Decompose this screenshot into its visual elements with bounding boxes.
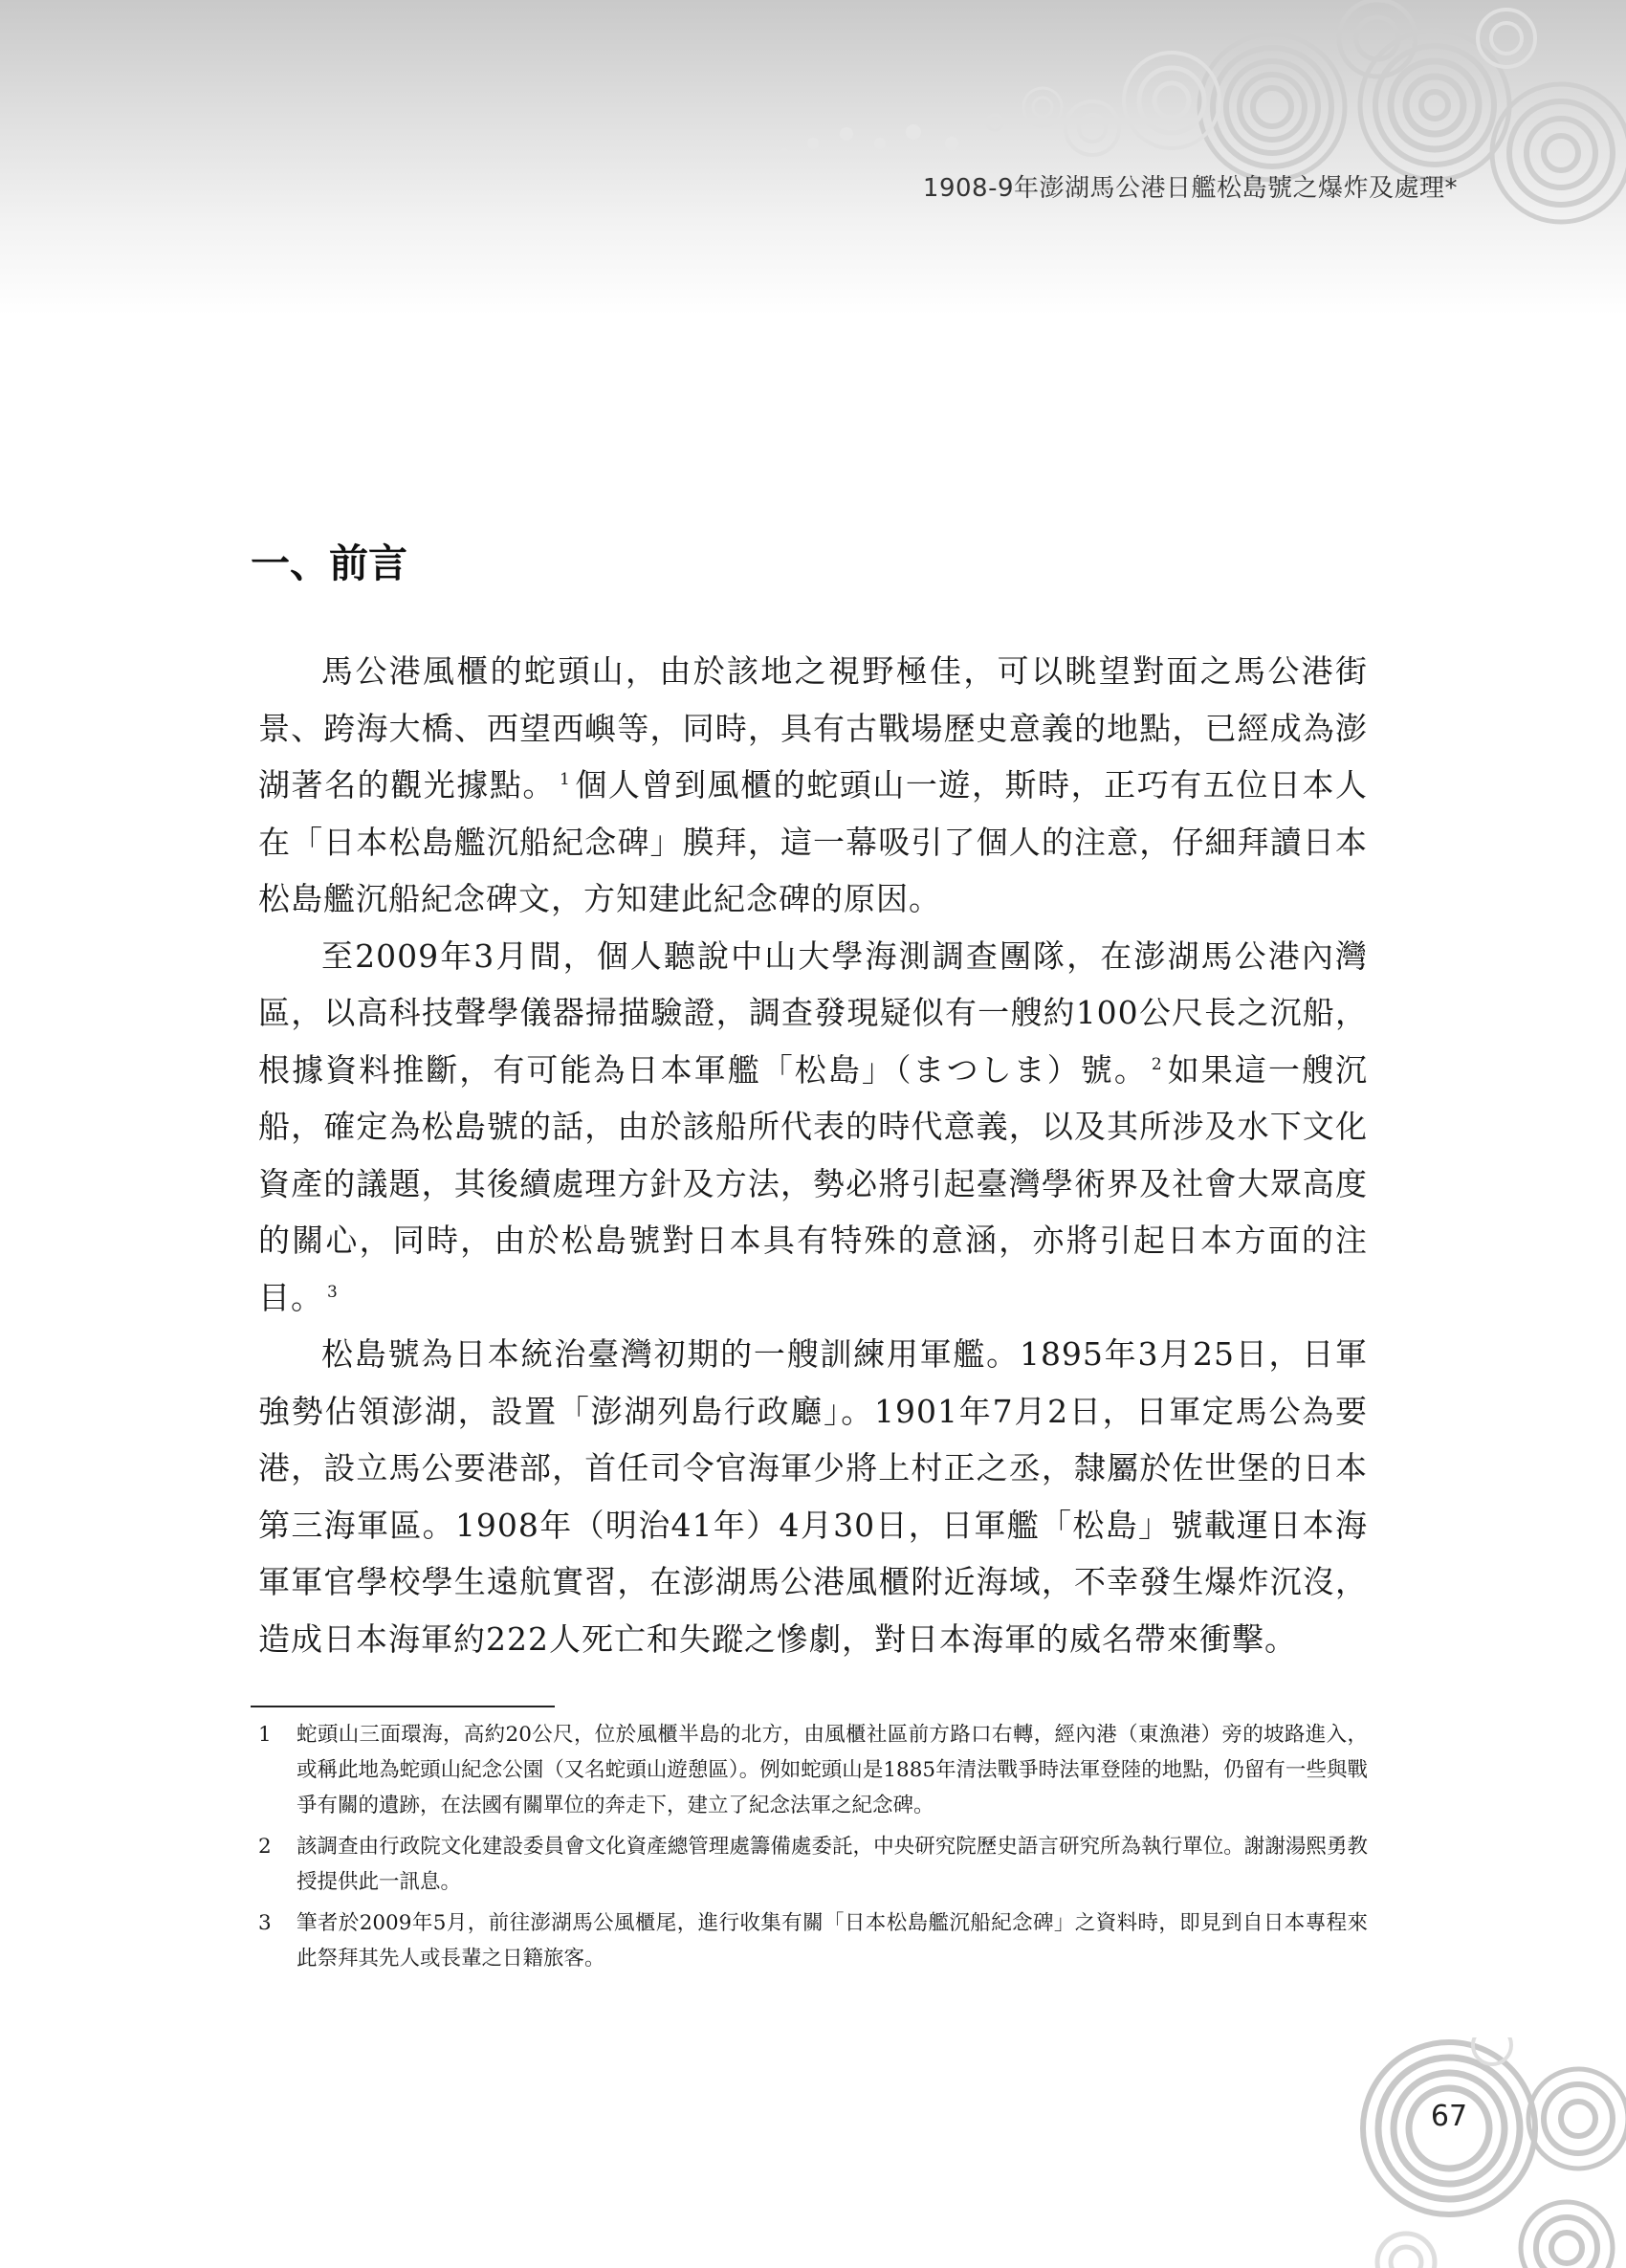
footnotes [258, 1717, 1368, 1982]
paragraph-text: 如果這一艘沉船，確定為松島號的話，由於該船所代表的時代意義，以及其所涉及水下文化資產的議題，其後續處理方針及方法，勢必將引起臺灣學術界及社會大眾高度的關心，同時，由於松島號對日本具有特殊的意涵，亦將引起日本方面的注目。 [258, 1050, 1369, 1316]
footnote-number: 1 [258, 1723, 272, 1747]
footnote-text: 蛇頭山三面環海，高約20公尺，位於風櫃半島的北方，由風櫃社區前方路口右轉，經內港（東漁港）旁的坡路進入，或稱此地為蛇頭山紀念公園（又名蛇頭山遊憩區）。例如蛇頭山是1885年清法戰爭時法軍登陸的地點，仍留有一些與戰爭有關的遺跡，在法國有關單位的奔走下，建立了紀念法軍之紀念碑。 [297, 1723, 1368, 1817]
footnote-item [258, 1829, 1368, 1900]
footnote-item [258, 1717, 1368, 1823]
footnote-rule [251, 1706, 555, 1707]
footnote-number: 2 [258, 1835, 272, 1859]
footnote-text: 該調查由行政院文化建設委員會文化資產總管理處籌備處委託，中央研究院歷史語言研究所為執行單位。謝謝湯熙勇教授提供此一訊息。 [297, 1835, 1368, 1894]
section-heading: 一、前言 [251, 540, 407, 586]
footnote-item [258, 1905, 1368, 1976]
paragraph-text: 馬公港風櫃的蛇頭山，由於該地之視野極佳，可以眺望對面之馬公港街景、跨海大橋、西望西嶼等，同時，具有古戰場歷史意義的地點，已經成為澎湖著名的觀光據點。 [258, 652, 1368, 804]
footnote-number: 3 [258, 1911, 272, 1935]
body-paragraph [258, 928, 1368, 1327]
footnote-reference[interactable]: 3 [327, 1282, 339, 1302]
footnote-reference[interactable]: 1 [559, 770, 571, 789]
paragraph-text: 個人曾到風櫃的蛇頭山一遊，斯時，正巧有五位日本人在「日本松島艦沉船紀念碑」膜拜，這一幕吸引了個人的注意，仔細拜讀日本松島艦沉船紀念碑文，方知建此紀念碑的原因。 [258, 766, 1369, 917]
page-number: 67 [1430, 2100, 1468, 2133]
footnote-text: 筆者於2009年5月，前往澎湖馬公風櫃尾，進行收集有關「日本松島艦沉船紀念碑」之資料時，即見到自日本專程來此祭拜其先人或長輩之日籍旅客。 [297, 1911, 1368, 1971]
header-decoration [0, 0, 1626, 316]
footer-decoration [1349, 2037, 1626, 2268]
paragraph-text: 松島號為日本統治臺灣初期的一艘訓練用軍艦。1895年3月25日，日軍強勢佔領澎湖，設置「澎湖列島行政廳」。1901年7月2日，日軍定馬公為要港，設立馬公要港部，首任司令官海軍少將上村正之丞，隸屬於佐世堡的日本第三海軍區。1908年（明治41年）4月30日，日軍艦「松島」號載運日本海軍軍官學校學生遠航實習，在澎湖馬公港風櫃附近海域，不幸發生爆炸沉沒，造成日本海軍約222人死亡和失蹤之慘劇，對日本海軍的威名帶來衝擊。 [258, 1335, 1368, 1658]
body-paragraph [258, 643, 1368, 928]
paragraph-text: 至2009年3月間，個人聽說中山大學海測調查團隊，在澎湖馬公港內灣區，以高科技聲學儀器掃描驗證，調查發現疑似有一艘約100公尺長之沉船，根據資料推斷，有可能為日本軍艦「松島」（まつしま）號。 [258, 936, 1368, 1089]
running-title: 1908-9年澎湖馬公港日艦松島號之爆炸及處理* [922, 174, 1458, 203]
footnote-reference[interactable]: 2 [1151, 1054, 1163, 1074]
body-text [258, 643, 1368, 1667]
body-paragraph [258, 1326, 1368, 1667]
